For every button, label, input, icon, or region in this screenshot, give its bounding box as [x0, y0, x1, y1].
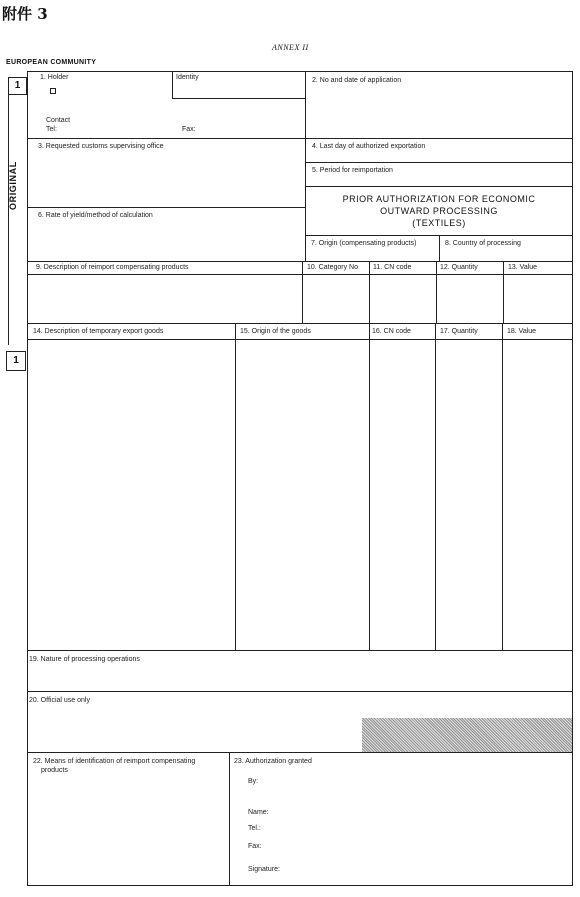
box9-label: 9. Description of reimport compensating products	[36, 264, 189, 271]
divider-col-main	[305, 71, 306, 261]
box22-label-line2: products	[41, 767, 68, 774]
tel2-label: Tel.:	[248, 825, 261, 832]
divider-col-11	[369, 261, 370, 323]
divider-row-3	[27, 138, 573, 139]
copy-label: ORIGINAL	[8, 161, 18, 210]
divider-col-10	[302, 261, 303, 323]
divider-col-8	[439, 235, 440, 261]
copy-number-top: 1	[8, 77, 27, 95]
divider-identity	[172, 71, 173, 98]
divider-col-23	[229, 752, 230, 886]
divider-col-17	[435, 323, 436, 650]
form-title-line1: PRIOR AUTHORIZATION FOR ECONOMIC	[342, 194, 536, 204]
box5-label: 5. Period for reimportation	[312, 167, 393, 174]
box11-label: 11. CN code	[373, 264, 412, 271]
divider-row-20	[27, 691, 573, 692]
identity-label: Identity	[176, 74, 199, 81]
tel-label: Tel:	[46, 126, 57, 133]
by-label: By:	[248, 778, 259, 785]
fax2-label: Fax:	[248, 843, 262, 850]
divider-row-6	[27, 207, 305, 208]
divider-col-16	[369, 323, 370, 650]
box6-label: 6. Rate of yield/method of calculation	[38, 212, 153, 219]
box3-label: 3. Requested customs supervising office	[38, 143, 164, 150]
divider-col-13	[503, 261, 504, 323]
form-title-line3: (TEXTILES)	[412, 218, 466, 228]
official-stamp-area	[362, 718, 572, 752]
box16-label: 16. CN code	[372, 328, 411, 335]
community-title: EUROPEAN COMMUNITY	[6, 59, 97, 66]
box13-label: 13. Value	[508, 264, 538, 271]
box17-label: 17. Quantity	[440, 328, 478, 335]
box12-label: 12. Quantity	[440, 264, 478, 271]
box14-label: 14. Description of temporary export goods	[33, 328, 164, 335]
divider-row-9	[27, 261, 573, 262]
box7-label: 7. Origin (compensating products)	[311, 240, 417, 247]
contact-label: Contact	[46, 117, 71, 124]
divider-identity-bottom	[172, 98, 305, 99]
box4-label: 4. Last day of authorized exportation	[312, 143, 426, 150]
box1-label: 1. Holder	[40, 74, 69, 81]
divider-row-19	[27, 650, 573, 651]
box20-label: 20. Official use only	[29, 697, 90, 704]
box23-label: 23. Authorization granted	[234, 758, 312, 765]
form-title-line2: OUTWARD PROCESSING	[380, 206, 498, 216]
box15-label: 15. Origin of the goods	[240, 328, 311, 335]
divider-row-9-header	[27, 274, 573, 275]
divider-row-14	[27, 323, 573, 324]
document-number: 附件 3	[2, 5, 48, 23]
copy-number-bottom: 1	[6, 351, 26, 371]
divider-col-18	[502, 323, 503, 650]
fax-label: Fax:	[182, 126, 196, 133]
side-left-border	[8, 95, 9, 345]
divider-col-12	[436, 261, 437, 323]
box18-label: 18. Value	[507, 328, 537, 335]
holder-checkbox[interactable]	[50, 88, 56, 94]
signature-label: Signature:	[248, 866, 280, 873]
box10-label: 10. Category No	[307, 264, 358, 271]
name-label: Name:	[248, 809, 269, 816]
divider-col-15	[235, 323, 236, 650]
divider-row-22	[27, 752, 573, 753]
box2-label: 2. No and date of application	[312, 77, 402, 84]
annex-title: ANNEX II	[272, 43, 309, 52]
divider-row-5	[305, 162, 573, 163]
box8-label: 8. Country of processing	[445, 240, 521, 247]
divider-row-14-header	[27, 339, 573, 340]
box22-label-line1: 22. Means of identification of reimport compensating	[33, 758, 196, 765]
box19-label: 19. Nature of processing operations	[29, 656, 140, 663]
divider-title-top	[305, 186, 573, 187]
